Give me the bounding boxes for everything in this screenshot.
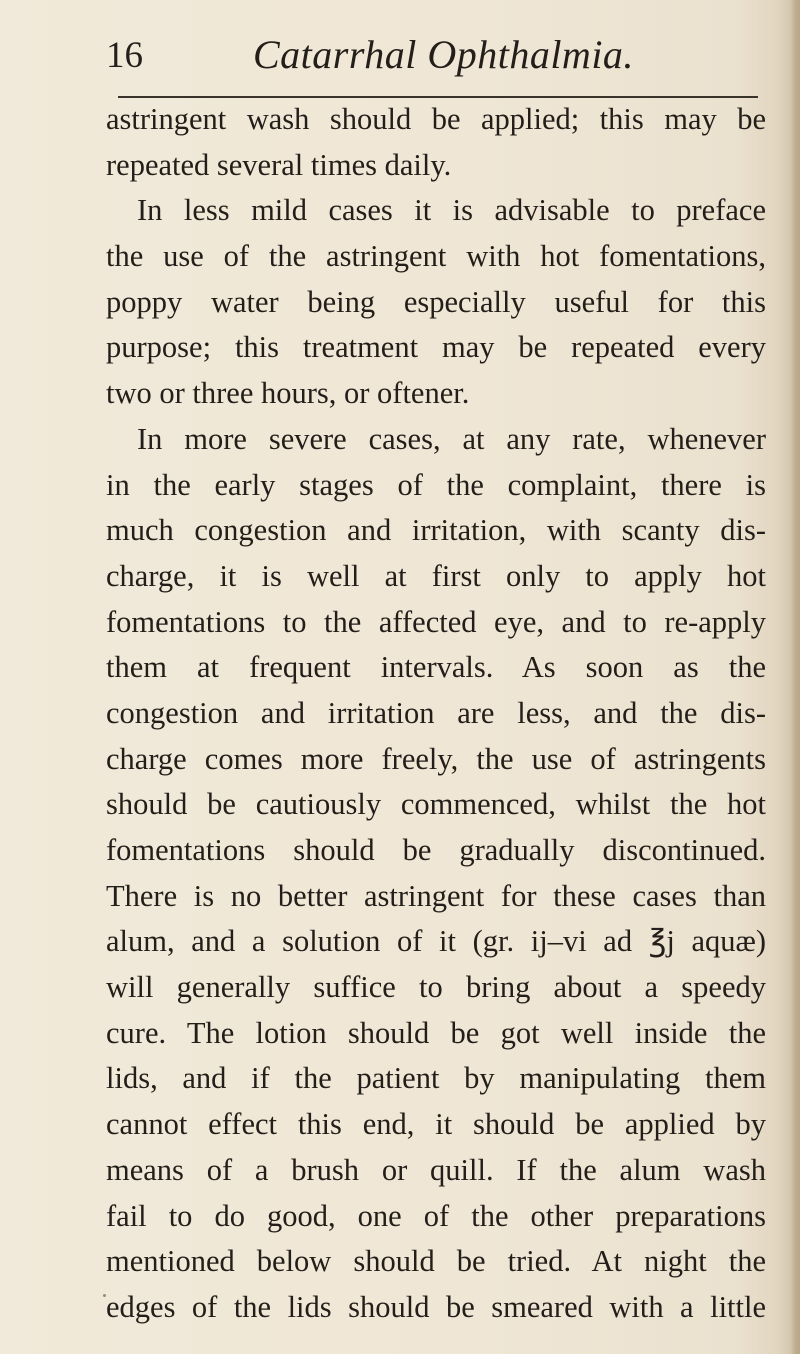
- text-line: much congestion and irritation, with scanty dis-: [106, 513, 766, 548]
- text-line: fomentations to the affected eye, and to re-apply: [106, 604, 766, 639]
- text-line: the use of the astringent with hot fomentations,: [106, 239, 766, 274]
- text-line: purpose; this treatment may be repeated every: [106, 330, 766, 365]
- text-line: In less mild cases it is advisable to preface: [137, 193, 766, 228]
- page-header: [106, 30, 766, 80]
- text-line: them at frequent intervals. As soon as the: [106, 650, 766, 685]
- text-line: charge, it is well at first only to apply hot: [106, 558, 766, 593]
- body-text: [106, 97, 766, 1331]
- text-line: charge comes more freely, the use of astringents: [106, 741, 766, 776]
- page-number: 16: [106, 35, 143, 76]
- text-line: fail to do good, one of the other preparations: [106, 1198, 766, 1233]
- text-line: should be cautiously commenced, whilst the hot: [106, 787, 766, 822]
- text-line: fomentations should be gradually discontinued.: [106, 833, 766, 867]
- text-line: cannot effect this end, it should be applied by: [106, 1107, 766, 1142]
- text-line: in the early stages of the complaint, there is: [106, 467, 766, 502]
- paper-speck: [103, 1294, 106, 1297]
- text-line: poppy water being especially useful for this: [106, 284, 766, 319]
- text-line: means of a brush or quill. If the alum wash: [106, 1152, 766, 1187]
- text-line: lids, and if the patient by manipulating them: [106, 1061, 766, 1096]
- text-line: will generally suffice to bring about a speedy: [106, 970, 766, 1005]
- text-line: alum, and a solution of it (gr. ij–vi ad ℥j aquæ): [106, 924, 766, 959]
- text-line: edges of the lids should be smeared with a little: [106, 1289, 766, 1324]
- text-line: mentioned below should be tried. At night the: [106, 1244, 766, 1279]
- text-line: There is no better astringent for these cases than: [106, 878, 766, 913]
- text-line: two or three hours, or oftener.: [106, 376, 470, 411]
- text-line: astringent wash should be applied; this may be: [106, 102, 766, 136]
- text-line: In more severe cases, at any rate, whenever: [137, 421, 766, 456]
- page-edge-shadow: [790, 0, 800, 1354]
- running-title: Catarrhal Ophthalmia.: [253, 32, 634, 77]
- text-line: repeated several times daily.: [106, 147, 452, 182]
- text-line: cure. The lotion should be got well inside the: [106, 1015, 766, 1050]
- text-line: congestion and irritation are less, and the dis-: [106, 695, 766, 730]
